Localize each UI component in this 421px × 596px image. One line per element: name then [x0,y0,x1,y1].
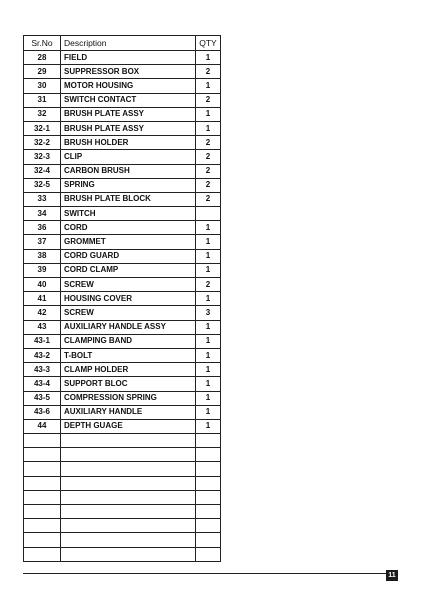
cell-qty: 1 [196,320,221,334]
cell-sr-no: 32-3 [24,150,61,164]
cell-description: BRUSH PLATE ASSY [61,107,196,121]
table-row [24,519,221,533]
cell-sr-no: 43-5 [24,391,61,405]
table-row [24,192,221,206]
cell-description: GROMMET [61,235,196,249]
table-row [24,391,221,405]
cell-sr-no: 39 [24,263,61,277]
cell-qty: 3 [196,306,221,320]
header-qty: QTY [196,36,221,51]
cell-qty: 2 [196,136,221,150]
cell-description: SUPPRESSOR BOX [61,65,196,79]
table-row [24,363,221,377]
cell-qty: 2 [196,65,221,79]
cell-sr-no: 40 [24,278,61,292]
cell-sr-no [24,533,61,547]
cell-qty [196,476,221,490]
cell-sr-no: 43-6 [24,405,61,419]
table-row [24,221,221,235]
cell-qty: 1 [196,235,221,249]
cell-qty [196,547,221,561]
table-row [24,405,221,419]
table-row [24,448,221,462]
cell-sr-no: 43-3 [24,363,61,377]
cell-description: CORD GUARD [61,249,196,263]
table-row [24,278,221,292]
cell-qty [196,434,221,448]
table-row [24,107,221,121]
cell-qty: 2 [196,164,221,178]
header-description: Description [61,36,196,51]
cell-description: BRUSH HOLDER [61,136,196,150]
table-row [24,207,221,221]
cell-qty [196,490,221,504]
cell-description: CARBON BRUSH [61,164,196,178]
cell-qty [196,505,221,519]
cell-qty: 1 [196,377,221,391]
cell-description: COMPRESSION SPRING [61,391,196,405]
cell-description: AUXILIARY HANDLE ASSY [61,320,196,334]
cell-description: SUPPORT BLOC [61,377,196,391]
cell-sr-no: 44 [24,419,61,433]
table-row [24,178,221,192]
cell-description: CLIP [61,150,196,164]
cell-sr-no [24,476,61,490]
cell-sr-no: 32-2 [24,136,61,150]
cell-description: HOUSING COVER [61,292,196,306]
cell-qty: 1 [196,405,221,419]
table-row [24,348,221,362]
cell-description [61,476,196,490]
cell-sr-no [24,519,61,533]
cell-description [61,434,196,448]
table-row [24,419,221,433]
cell-qty: 1 [196,79,221,93]
table-row [24,136,221,150]
cell-sr-no [24,434,61,448]
cell-qty: 2 [196,178,221,192]
table-row [24,249,221,263]
cell-qty [196,448,221,462]
cell-description [61,505,196,519]
cell-description: BRUSH PLATE ASSY [61,121,196,135]
cell-sr-no: 42 [24,306,61,320]
cell-description: SWITCH [61,207,196,221]
cell-sr-no: 43 [24,320,61,334]
cell-sr-no: 37 [24,235,61,249]
cell-qty: 1 [196,249,221,263]
table-row [24,121,221,135]
cell-description: BRUSH PLATE BLOCK [61,192,196,206]
cell-qty: 1 [196,51,221,65]
cell-qty [196,533,221,547]
cell-sr-no [24,462,61,476]
cell-description [61,462,196,476]
cell-sr-no [24,490,61,504]
cell-qty [196,207,221,221]
table-row [24,462,221,476]
table-row [24,476,221,490]
table-row [24,150,221,164]
cell-qty: 1 [196,292,221,306]
table-row [24,164,221,178]
parts-list-table [23,35,221,562]
table-row [24,93,221,107]
cell-qty: 2 [196,192,221,206]
cell-description: AUXILIARY HANDLE [61,405,196,419]
cell-description: MOTOR HOUSING [61,79,196,93]
cell-description [61,448,196,462]
cell-description [61,547,196,561]
table-row [24,51,221,65]
table-header-row [24,36,221,51]
table-row [24,434,221,448]
table-row [24,79,221,93]
cell-qty [196,519,221,533]
table-row [24,263,221,277]
table-row [24,306,221,320]
footer-divider [23,573,387,574]
cell-qty: 1 [196,107,221,121]
table-row [24,547,221,561]
cell-sr-no [24,547,61,561]
cell-qty: 1 [196,348,221,362]
cell-sr-no: 43-4 [24,377,61,391]
cell-sr-no [24,448,61,462]
cell-qty: 1 [196,363,221,377]
cell-qty: 1 [196,391,221,405]
cell-sr-no: 33 [24,192,61,206]
cell-sr-no: 29 [24,65,61,79]
cell-qty: 1 [196,121,221,135]
cell-qty: 1 [196,221,221,235]
cell-description: CLAMPING BAND [61,334,196,348]
cell-qty: 1 [196,419,221,433]
cell-sr-no: 32-4 [24,164,61,178]
cell-description: SWITCH CONTACT [61,93,196,107]
cell-sr-no: 43-1 [24,334,61,348]
cell-sr-no: 43-2 [24,348,61,362]
table-row [24,292,221,306]
cell-sr-no: 36 [24,221,61,235]
page-number-badge: 11 [386,570,398,581]
cell-description: CORD CLAMP [61,263,196,277]
table-row [24,505,221,519]
cell-description [61,519,196,533]
cell-qty: 2 [196,93,221,107]
cell-sr-no: 32-1 [24,121,61,135]
table-row [24,334,221,348]
cell-sr-no: 30 [24,79,61,93]
cell-description [61,533,196,547]
cell-description: CLAMP HOLDER [61,363,196,377]
table-row [24,65,221,79]
cell-sr-no: 28 [24,51,61,65]
cell-qty: 2 [196,150,221,164]
table-row [24,377,221,391]
cell-qty: 2 [196,278,221,292]
cell-description: T-BOLT [61,348,196,362]
cell-sr-no: 34 [24,207,61,221]
table-row [24,320,221,334]
table-row [24,533,221,547]
cell-qty: 1 [196,334,221,348]
cell-sr-no [24,505,61,519]
cell-description: SPRING [61,178,196,192]
table-row [24,490,221,504]
cell-description: DEPTH GUAGE [61,419,196,433]
parts-table-body [24,51,221,562]
cell-qty: 1 [196,263,221,277]
cell-description: CORD [61,221,196,235]
cell-qty [196,462,221,476]
header-sr-no: Sr.No [24,36,61,51]
cell-sr-no: 31 [24,93,61,107]
cell-sr-no: 32 [24,107,61,121]
cell-description: SCREW [61,278,196,292]
cell-description: FIELD [61,51,196,65]
cell-sr-no: 32-5 [24,178,61,192]
cell-description: SCREW [61,306,196,320]
cell-sr-no: 38 [24,249,61,263]
cell-description [61,490,196,504]
cell-sr-no: 41 [24,292,61,306]
table-row [24,235,221,249]
